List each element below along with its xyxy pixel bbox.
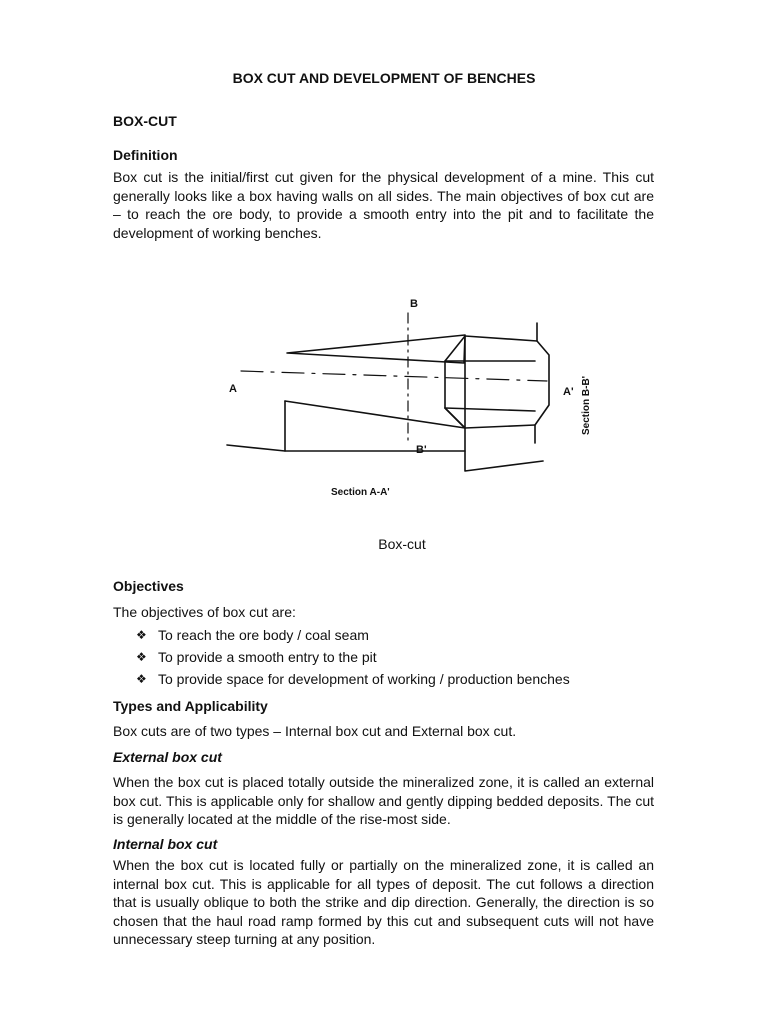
box-lower-inner-edge bbox=[445, 408, 535, 411]
types-intro: Box cuts are of two types – Internal box cut and External box cut. bbox=[113, 723, 517, 739]
page-title: BOX CUT AND DEVELOPMENT OF BENCHES bbox=[232, 70, 536, 86]
external-box-cut-heading: External box cut bbox=[113, 749, 222, 765]
external-box-cut-paragraph: When the box cut is placed totally outside the mineralized zone, it is called an external box cut. This is applicable only for shallow and gently dipping bedded deposits. The cut is generally located at the middle of the rise-most side. bbox=[113, 774, 654, 827]
objectives-list bbox=[136, 626, 570, 692]
box-cut-diagram bbox=[205, 283, 597, 505]
box-front-face bbox=[445, 336, 465, 428]
internal-box-cut-heading: Internal box cut bbox=[113, 836, 218, 852]
diamond-bullet-icon: ❖ bbox=[136, 628, 147, 642]
label-b-prime: B' bbox=[416, 444, 427, 456]
label-b: B bbox=[410, 298, 418, 310]
label-section-aa: Section A-A' bbox=[331, 487, 390, 498]
objective-item-text: To provide a smooth entry to the pit bbox=[158, 649, 377, 665]
section-heading-box-cut: BOX-CUT bbox=[113, 113, 177, 129]
label-a-prime: A' bbox=[563, 386, 574, 398]
label-a: A bbox=[229, 383, 237, 395]
definition-heading: Definition bbox=[113, 147, 178, 163]
ground-profile-line bbox=[227, 445, 543, 471]
axis-line-aa bbox=[241, 371, 547, 381]
objective-item-text: To provide space for development of working / production benches bbox=[158, 671, 570, 687]
internal-box-cut-paragraph: When the box cut is located fully or partially on the mineralized zone, it is called an internal box cut. This is applicable for all types of deposit. The cut follows a direction that is usually oblique to both the strike and dip direction. Generally, the direction is so chosen that the haul road ramp formed by this cut and subsequent cuts will not have unnecessary steep turning at any position. bbox=[113, 857, 654, 947]
objectives-heading: Objectives bbox=[113, 578, 184, 594]
lower-wedge-edge bbox=[285, 401, 465, 428]
definition-paragraph: Box cut is the initial/first cut given for the physical development of a mine. This cut generally looks like a box having walls on all sides. The main objectives of box cut are – to reach the ore body, to provide a smooth entry into the pit and to facilitate the development of working benches. bbox=[113, 169, 654, 241]
section-bb-profile bbox=[535, 323, 549, 443]
diamond-bullet-icon: ❖ bbox=[136, 650, 147, 664]
objective-item-text: To reach the ore body / coal seam bbox=[158, 627, 369, 643]
objective-item bbox=[136, 670, 570, 692]
objective-item bbox=[136, 648, 570, 670]
box-bottom-edge bbox=[465, 425, 535, 428]
objectives-intro: The objectives of box cut are: bbox=[113, 604, 296, 620]
objective-item bbox=[136, 626, 570, 648]
box-cut-figure bbox=[205, 283, 597, 505]
box-top-edge bbox=[465, 336, 537, 341]
figure-caption: Box-cut bbox=[378, 536, 426, 552]
label-section-bb: Section B-B' bbox=[581, 375, 592, 435]
diamond-bullet-icon: ❖ bbox=[136, 672, 147, 686]
upper-wedge-edge bbox=[287, 335, 465, 363]
types-heading: Types and Applicability bbox=[113, 698, 268, 714]
